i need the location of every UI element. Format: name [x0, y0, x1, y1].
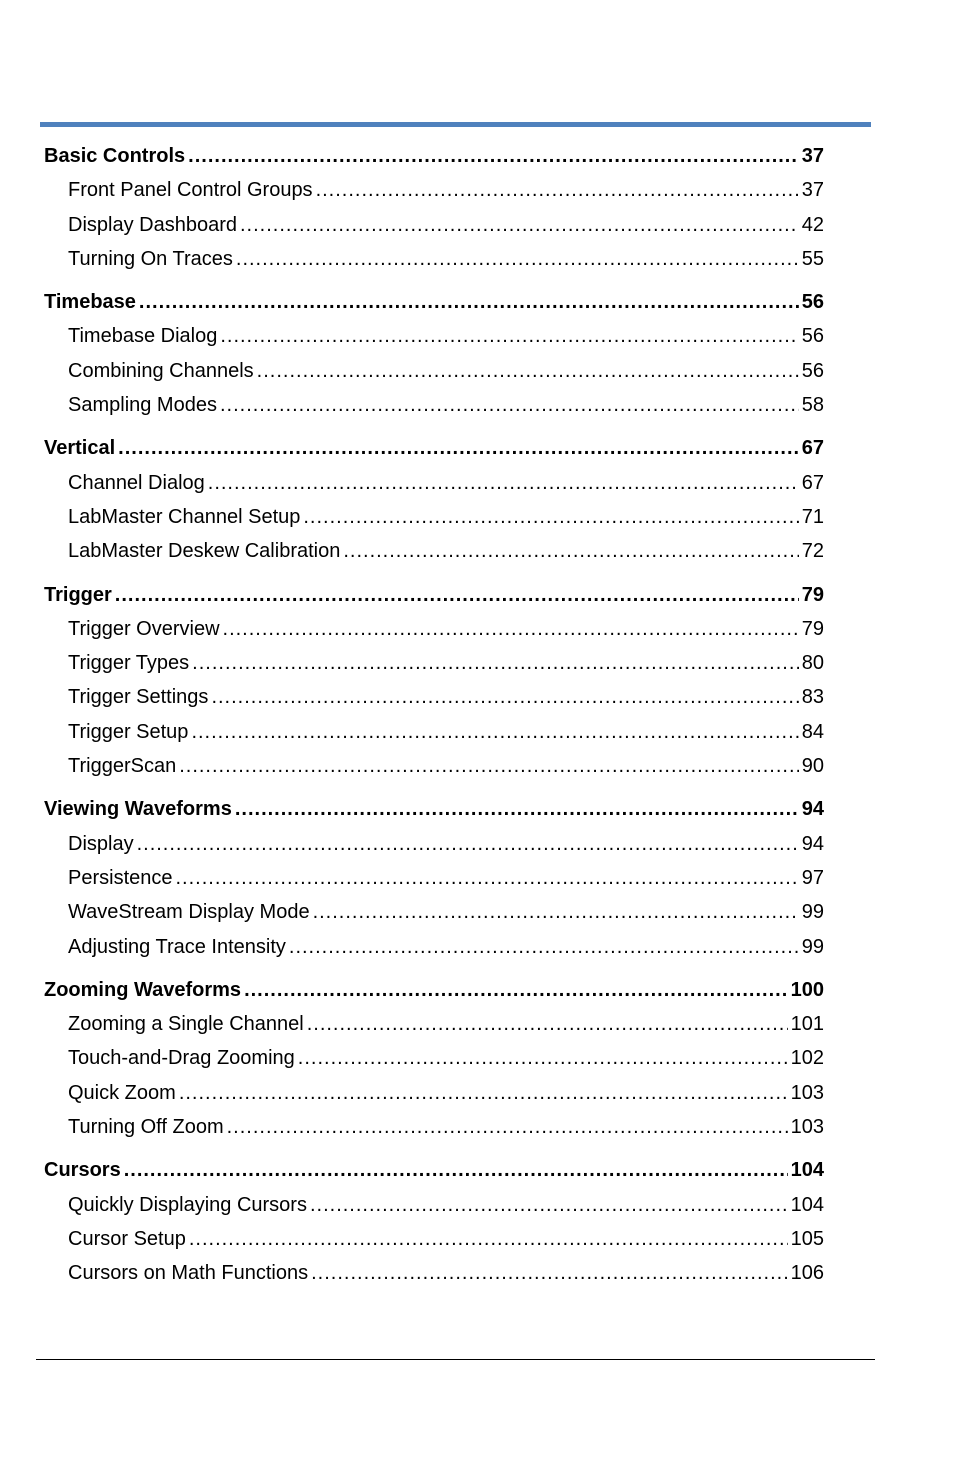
- toc-entry-title: Sampling Modes: [68, 394, 217, 417]
- toc-page-number: 42: [801, 213, 824, 236]
- toc-entry-title: Vertical: [44, 437, 116, 460]
- toc-subentry[interactable]: [44, 319, 824, 353]
- dot-leader: [118, 431, 799, 465]
- toc-entry-title: Basic Controls: [44, 145, 186, 167]
- toc-subentry[interactable]: [44, 388, 824, 422]
- toc-subentry[interactable]: [44, 242, 824, 276]
- toc-page-number: 103: [790, 1081, 824, 1104]
- toc-page-number: 104: [790, 1159, 824, 1182]
- toc-page-number: 102: [790, 1047, 824, 1070]
- dot-leader: [303, 500, 798, 534]
- dot-leader: [289, 930, 799, 964]
- dot-leader: [311, 1256, 788, 1290]
- toc-subentry[interactable]: [44, 827, 824, 861]
- dot-leader: [115, 578, 799, 612]
- toc-page-number: 99: [801, 935, 824, 958]
- dot-leader: [343, 534, 798, 568]
- toc-subentry[interactable]: [44, 680, 824, 714]
- toc-entry-title: Turning On Traces: [68, 247, 233, 270]
- toc-subentry[interactable]: [44, 1076, 824, 1110]
- toc-heading-entry[interactable]: [44, 1153, 824, 1187]
- toc-subentry[interactable]: [44, 1007, 824, 1041]
- toc-page-number: 90: [801, 755, 824, 778]
- toc-section: [44, 973, 824, 1144]
- toc-section: [44, 792, 824, 963]
- toc-entry-title: Cursors on Math Functions: [68, 1262, 309, 1285]
- toc-subentry[interactable]: [44, 466, 824, 500]
- toc-page-number: 80: [801, 652, 824, 675]
- dot-leader: [307, 1007, 788, 1041]
- dot-leader: [137, 827, 799, 861]
- dot-leader: [236, 242, 799, 276]
- toc-entry-title: Persistence: [68, 866, 173, 889]
- toc-entry-title: Viewing Waveforms: [44, 798, 232, 821]
- toc-page-number: 106: [790, 1262, 824, 1285]
- dot-leader: [316, 173, 799, 207]
- dot-leader: [257, 354, 799, 388]
- toc-entry-title: LabMaster Channel Setup: [68, 505, 301, 528]
- toc-page-number: 55: [801, 247, 824, 270]
- toc-page-number: 67: [801, 471, 824, 494]
- toc-subentry[interactable]: [44, 1110, 824, 1144]
- dot-leader: [235, 792, 799, 826]
- toc-entry-title: Trigger Types: [68, 652, 190, 675]
- toc-subentry[interactable]: [44, 895, 824, 929]
- toc-entry-title: Channel Dialog: [68, 471, 205, 494]
- toc-entry-title: WaveStream Display Mode: [68, 901, 310, 924]
- dot-leader: [188, 139, 799, 173]
- toc-heading-entry[interactable]: [44, 431, 824, 465]
- toc-subentry[interactable]: [44, 208, 824, 242]
- toc-page-number: 58: [801, 394, 824, 417]
- toc-subentry[interactable]: [44, 1041, 824, 1075]
- toc-page-number: 101: [790, 1013, 824, 1036]
- dot-leader: [244, 973, 788, 1007]
- dot-leader: [176, 861, 799, 895]
- toc-subentry[interactable]: [44, 534, 824, 568]
- toc-page-number: 94: [801, 832, 824, 855]
- toc-page-number: 104: [790, 1193, 824, 1216]
- toc-page-number: 56: [801, 359, 824, 382]
- toc-entry-title: Trigger Settings: [68, 686, 209, 709]
- table-of-contents: [44, 139, 824, 1300]
- toc-heading-entry[interactable]: [44, 792, 824, 826]
- dot-leader: [139, 285, 799, 319]
- toc-entry-title: Zooming Waveforms: [44, 978, 242, 1001]
- toc-section: [44, 285, 824, 422]
- toc-entry-title: Front Panel Control Groups: [68, 179, 313, 202]
- toc-subentry[interactable]: [44, 612, 824, 646]
- toc-page-number: 103: [790, 1116, 824, 1139]
- toc-entry-title: Trigger: [44, 583, 112, 606]
- toc-entry-title: Turning Off Zoom: [68, 1116, 224, 1139]
- toc-heading-entry[interactable]: [44, 139, 824, 173]
- toc-page-number: 84: [801, 720, 824, 743]
- toc-entry-title: TriggerScan: [68, 755, 177, 778]
- toc-page-number: 56: [801, 291, 824, 314]
- toc-section: [44, 578, 824, 784]
- toc-heading-entry[interactable]: [44, 285, 824, 319]
- dot-leader: [192, 646, 799, 680]
- toc-page-number: 37: [801, 145, 824, 167]
- dot-leader: [227, 1110, 788, 1144]
- toc-entry-title: Combining Channels: [68, 359, 254, 382]
- toc-subentry[interactable]: [44, 354, 824, 388]
- toc-entry-title: Adjusting Trace Intensity: [68, 935, 286, 958]
- toc-entry-title: Cursors: [44, 1159, 121, 1182]
- toc-subentry[interactable]: [44, 861, 824, 895]
- toc-entry-title: Trigger Overview: [68, 617, 220, 640]
- toc-page-number: 56: [801, 325, 824, 348]
- toc-subentry[interactable]: [44, 500, 824, 534]
- toc-subentry[interactable]: [44, 1256, 824, 1290]
- dot-leader: [298, 1041, 788, 1075]
- dot-leader: [124, 1153, 788, 1187]
- toc-page-number: 97: [801, 866, 824, 889]
- toc-page-number: 83: [801, 686, 824, 709]
- toc-subentry[interactable]: [44, 1222, 824, 1256]
- toc-entry-title: Display Dashboard: [68, 213, 237, 236]
- dot-leader: [310, 1188, 788, 1222]
- toc-page-number: 105: [790, 1227, 824, 1250]
- dot-leader: [179, 1076, 788, 1110]
- header-rule: [40, 122, 871, 127]
- toc-page-number: 72: [801, 540, 824, 563]
- dot-leader: [208, 466, 799, 500]
- toc-page-number: 37: [801, 179, 824, 202]
- dot-leader: [179, 749, 799, 783]
- dot-leader: [211, 680, 798, 714]
- dot-leader: [240, 208, 799, 242]
- toc-section: [44, 139, 824, 276]
- toc-subentry[interactable]: [44, 173, 824, 207]
- toc-subentry[interactable]: [44, 749, 824, 783]
- toc-entry-title: Quickly Displaying Cursors: [68, 1193, 307, 1216]
- toc-page-number: 67: [801, 437, 824, 460]
- toc-subentry[interactable]: [44, 1188, 824, 1222]
- toc-page-number: 79: [801, 617, 824, 640]
- toc-entry-title: LabMaster Deskew Calibration: [68, 540, 341, 563]
- toc-entry-title: Timebase Dialog: [68, 325, 218, 348]
- toc-subentry[interactable]: [44, 646, 824, 680]
- toc-entry-title: Trigger Setup: [68, 720, 189, 743]
- toc-section: [44, 431, 824, 568]
- dot-leader: [220, 388, 799, 422]
- toc-subentry[interactable]: [44, 715, 824, 749]
- toc-entry-title: Touch-and-Drag Zooming: [68, 1047, 295, 1070]
- toc-entry-title: Zooming a Single Channel: [68, 1013, 304, 1036]
- toc-page-number: 79: [801, 583, 824, 606]
- toc-heading-entry[interactable]: [44, 973, 824, 1007]
- toc-entry-title: Cursor Setup: [68, 1227, 186, 1250]
- toc-entry-title: Timebase: [44, 291, 136, 314]
- toc-page-number: 100: [790, 978, 824, 1001]
- toc-subentry[interactable]: [44, 930, 824, 964]
- toc-page-number: 94: [801, 798, 824, 821]
- dot-leader: [220, 319, 798, 353]
- dot-leader: [313, 895, 799, 929]
- dot-leader: [223, 612, 799, 646]
- footer-rule: [36, 1359, 875, 1360]
- toc-entry-title: Quick Zoom: [68, 1081, 176, 1104]
- toc-heading-entry[interactable]: [44, 578, 824, 612]
- toc-page-number: 71: [801, 505, 824, 528]
- toc-page-number: 99: [801, 901, 824, 924]
- toc-section: [44, 1153, 824, 1290]
- dot-leader: [189, 1222, 788, 1256]
- toc-entry-title: Display: [68, 832, 134, 855]
- dot-leader: [191, 715, 798, 749]
